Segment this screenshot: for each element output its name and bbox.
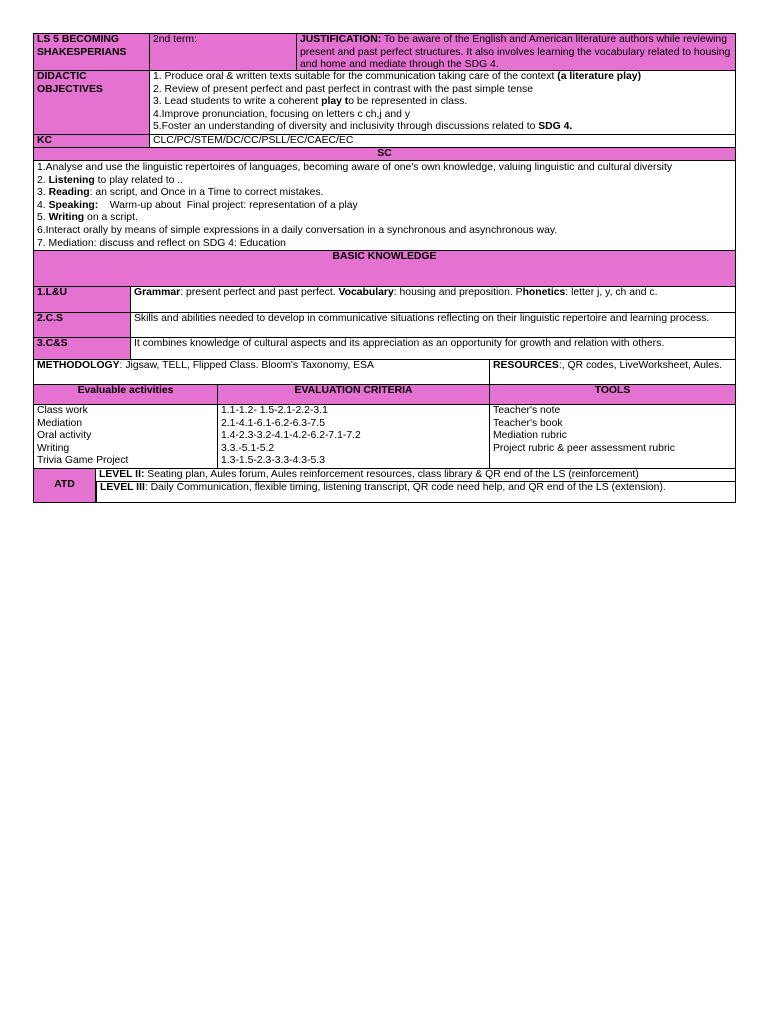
justification-text: To be aware of the English and American literature authors while reviewing present and past perfect structures. It also involves learning the vocabulary related to housing and home and mediate through the SDG 4. bbox=[300, 34, 731, 71]
atd-row bbox=[33, 469, 736, 503]
level-3-label: LEVEL III bbox=[100, 482, 145, 493]
activities-list bbox=[34, 405, 217, 468]
objective-1-text: 1. Produce oral & written texts suitable for the communication taking care of the context bbox=[153, 71, 558, 82]
kc-row bbox=[33, 135, 736, 148]
sc-header-row bbox=[33, 148, 736, 161]
sc-item-7: 7. Mediation: discuss and reflect on SDG 4: Education bbox=[37, 237, 286, 249]
lu-grammar-label: Grammar bbox=[134, 287, 181, 298]
activity-item: Mediation bbox=[37, 417, 83, 429]
sc-label: SC bbox=[34, 148, 735, 160]
objective-5-bold: SDG 4. bbox=[538, 121, 573, 133]
objective-5 bbox=[153, 121, 732, 134]
didactic-objectives bbox=[149, 71, 735, 134]
objective-3-bold: play t bbox=[321, 96, 349, 108]
sc-item-3 bbox=[37, 187, 732, 200]
justification-label: JUSTIFICATION: bbox=[300, 34, 382, 45]
objective-5-text: 5.Foster an understanding of diversity and inclusivity through discussions related to bbox=[153, 121, 539, 133]
methodology-text: : Jigsaw, TELL, Flipped Class. Bloom's Taxonomy, ESA bbox=[119, 360, 374, 371]
sc-item-4 bbox=[37, 200, 732, 213]
resources-text: :, QR codes, LiveWorksheet, Aules. bbox=[558, 360, 723, 371]
objective-1-bold: (a literature play) bbox=[557, 71, 642, 82]
header-evaluation-criteria: EVALUATION CRITERIA bbox=[217, 385, 489, 404]
tool-item: Project rubric & peer assessment rubric bbox=[493, 442, 675, 454]
sc-item-5-num: 5. bbox=[37, 212, 49, 224]
sc-item-2-bold: Listening bbox=[48, 174, 95, 186]
activity-item: Class work bbox=[37, 405, 88, 416]
criteria-item: 1.1-1.2- 1.5-2.1-2.2-3.1 bbox=[221, 405, 328, 416]
objective-4: 4.Improve pronunciation, focusing on letters c ch,j and y bbox=[153, 108, 411, 120]
tool-item: Teacher's book bbox=[493, 417, 563, 429]
objective-2: 2. Review of present perfect and past perfect in contrast with the past simple tense bbox=[153, 83, 534, 95]
level-2-label: LEVEL II: bbox=[99, 469, 145, 480]
activity-item: Trivia Game Project bbox=[37, 455, 129, 467]
cas-text: It combines knowledge of cultural aspects and its appreciation as an opportunity for growth and relation with others. bbox=[130, 338, 735, 359]
objective-3 bbox=[153, 96, 732, 109]
cas-row bbox=[33, 338, 736, 360]
criteria-item: 2.1-4.1-6.1-6.2-6.3-7.5 bbox=[221, 417, 325, 429]
atd-level-3 bbox=[96, 482, 735, 502]
sc-item-1: 1.Analyse and use the linguistic repertoires of languages, becoming aware of one's own knowledge, valuing linguistic and cultural diversity bbox=[37, 162, 673, 173]
methodology-label: METHODOLOGY bbox=[37, 360, 120, 371]
sc-item-4-text: Warm-up about Final project: representation of a play bbox=[98, 199, 358, 211]
cs-text: Skills and abilities needed to develop in communicative situations reflecting on their linguistic repertoire and learning process. bbox=[130, 313, 735, 337]
objective-3-pre: 3. Lead students to write a coherent bbox=[153, 96, 322, 108]
objective-3-post: o be represented in class. bbox=[348, 96, 468, 108]
sc-item-3-text: : an script, and Once in a Time to correct mistakes. bbox=[89, 187, 324, 199]
kc-value: CLC/PC/STEM/DC/CC/PSLL/EC/CAEC/EC bbox=[149, 135, 735, 147]
level-3-text: : Daily Communication, flexible timing, listening transcript, QR code need help, and QR end of the LS (extension). bbox=[144, 482, 666, 493]
sc-item-5 bbox=[37, 212, 732, 225]
tools-list bbox=[489, 405, 735, 468]
lu-row bbox=[33, 287, 736, 313]
criteria-item: 1.4-2.3-3.2-4.1-4.2-6.2-7.1-7.2 bbox=[221, 430, 361, 442]
didactic-row bbox=[33, 71, 736, 135]
kc-label: KC bbox=[34, 135, 149, 147]
tool-item: Mediation rubric bbox=[493, 430, 567, 442]
sc-item-2-text: to play related to .. bbox=[94, 174, 184, 186]
sc-item-6: 6.Interact orally by means of simple expressions in a daily conversation in a synchronous and asynchronous way. bbox=[37, 224, 558, 236]
didactic-label: DIDACTIC OBJECTIVES bbox=[34, 71, 149, 134]
lu-content bbox=[130, 287, 735, 312]
activity-item: Oral activity bbox=[37, 430, 92, 442]
level-2-text: Seating plan, Aules forum, Aules reinforcement resources, class library & QR end of the LS (reinforcement) bbox=[144, 469, 639, 480]
header-tools: TOOLS bbox=[489, 385, 735, 404]
sc-item-3-num: 3. bbox=[37, 187, 49, 199]
ls-title: LS 5 BECOMING SHAKESPERIANS bbox=[34, 34, 149, 70]
lu-vocab-label: Vocabulary bbox=[338, 287, 394, 298]
criteria-list bbox=[217, 405, 489, 468]
lesson-plan-table bbox=[33, 33, 736, 503]
atd-label: ATD bbox=[34, 469, 95, 502]
tool-item: Teacher's note bbox=[493, 405, 561, 416]
evaluation-header-row bbox=[33, 385, 736, 405]
lu-label: 1.L&U bbox=[34, 287, 130, 312]
lu-phonetics-label: honetics bbox=[522, 287, 566, 298]
justification-cell bbox=[296, 34, 735, 70]
lu-vocab-text: : housing and preposition. P bbox=[393, 287, 523, 298]
resources-cell bbox=[489, 360, 735, 384]
lu-grammar-text: : present perfect and past perfect. bbox=[180, 287, 339, 298]
sc-item-5-bold: Writing bbox=[48, 212, 85, 224]
sc-item-4-bold: Speaking: bbox=[48, 199, 99, 211]
activity-item: Writing bbox=[37, 442, 70, 454]
sc-items bbox=[34, 161, 735, 250]
atd-levels bbox=[95, 469, 735, 502]
term-cell: 2nd term: bbox=[149, 34, 296, 70]
sc-item-4-num: 4. bbox=[37, 199, 49, 211]
cas-label: 3.C&S bbox=[34, 338, 130, 359]
sc-item-5-text: on a script. bbox=[84, 212, 138, 224]
sc-item-2-num: 2. bbox=[37, 174, 49, 186]
sc-item-3-bold: Reading bbox=[48, 187, 90, 199]
cs-label: 2.C.S bbox=[34, 313, 130, 337]
evaluation-body-row bbox=[33, 405, 736, 469]
criteria-item: 1.3-1.5-2.3-3.3-4.3-5.3 bbox=[221, 455, 325, 467]
methodology-cell bbox=[34, 360, 489, 384]
atd-level-2 bbox=[96, 469, 735, 482]
methodology-row bbox=[33, 360, 736, 385]
resources-label: RESOURCES bbox=[493, 360, 559, 371]
basic-knowledge-header-row bbox=[33, 251, 736, 287]
cs-row bbox=[33, 313, 736, 338]
header-row bbox=[33, 33, 736, 71]
header-evaluable-activities: Evaluable activities bbox=[34, 385, 217, 404]
criteria-item: 3.3.-5.1-5.2 bbox=[221, 442, 275, 454]
sc-items-row bbox=[33, 161, 736, 251]
sc-item-2 bbox=[37, 175, 732, 188]
lu-phonetics-text: : letter j, y, ch and c. bbox=[565, 287, 658, 298]
basic-knowledge-label: BASIC KNOWLEDGE bbox=[34, 251, 735, 286]
objective-1 bbox=[153, 71, 732, 84]
